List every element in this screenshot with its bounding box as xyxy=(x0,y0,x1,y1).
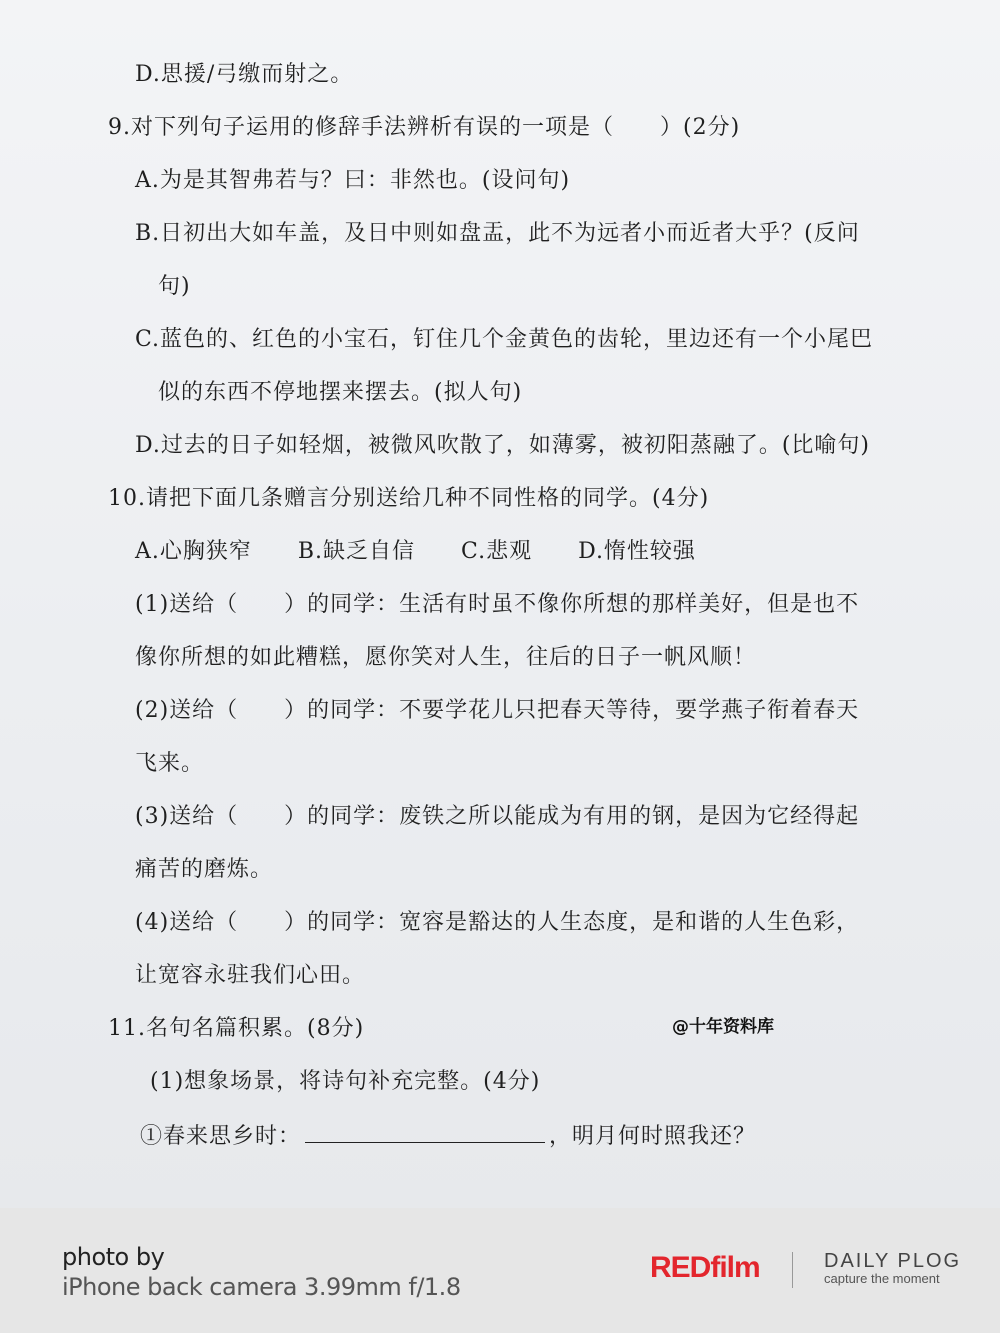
option-9c-cont: 似的东西不停地摆来摆去。(拟人句) xyxy=(158,380,523,405)
fill-in-prefix: ①春来思乡时： xyxy=(140,1124,302,1149)
question-9: 9.对下列句子运用的修辞手法辨析有误的一项是（ ）(2分) xyxy=(108,115,741,140)
question-11: 11.名句名篇积累。(8分) xyxy=(108,1016,365,1041)
brand-logo: REDfilm xyxy=(650,1251,760,1284)
item-11-1: (1)想象场景，将诗句补充完整。(4分) xyxy=(150,1069,541,1094)
item-10-1-cont: 像你所想的如此糟糕，愿你笑对人生，往后的日子一帆风顺！ xyxy=(135,645,757,670)
option-8d: D.思援/弓缴而射之。 xyxy=(135,62,354,87)
option-9d: D.过去的日子如轻烟，被微风吹散了，如薄雾，被初阳蒸融了。(比喻句) xyxy=(135,433,871,458)
option-9b: B.日初出大如车盖，及日中则如盘盂，此不为远者小而近者大乎？(反问 xyxy=(135,221,860,246)
item-10-4-cont: 让宽容永驻我们心田。 xyxy=(135,963,366,988)
option-9c: C.蓝色的、红色的小宝石，钉住几个金黄色的齿轮，里边还有一个小尾巴 xyxy=(135,327,874,352)
option-9b-cont: 句) xyxy=(158,274,191,299)
option-9a: A.为是其智弗若与？曰：非然也。(设问句) xyxy=(135,168,571,193)
footer-divider xyxy=(792,1252,793,1288)
question-10-options: A.心胸狭窄 B.缺乏自信 C.悲观 D.惰性较强 xyxy=(135,539,696,564)
item-10-2: (2)送给（ ）的同学：不要学花儿只把春天等待，要学燕子衔着春天 xyxy=(135,698,860,723)
watermark: @十年资料库 xyxy=(672,1017,774,1037)
item-10-2-cont: 飞来。 xyxy=(135,751,205,776)
answer-blank[interactable] xyxy=(305,1120,545,1143)
question-10: 10.请把下面几条赠言分别送给几种不同性格的同学。(4分) xyxy=(108,486,710,511)
item-10-4: (4)送给（ ）的同学：宽容是豁达的人生态度，是和谐的人生色彩， xyxy=(135,910,860,935)
item-10-1: (1)送给（ ）的同学：生活有时虽不像你所想的那样美好，但是也不 xyxy=(135,592,860,617)
camera-info: iPhone back camera 3.99mm f/1.8 xyxy=(62,1273,461,1301)
item-10-3-cont: 痛苦的磨炼。 xyxy=(135,857,274,882)
item-10-3: (3)送给（ ）的同学：废铁之所以能成为有用的钢，是因为它经得起 xyxy=(135,804,860,829)
tagline: capture the moment xyxy=(824,1271,940,1286)
fill-in-suffix: ，明月何时照我还？ xyxy=(549,1124,757,1149)
fill-in-line xyxy=(140,1120,756,1152)
photo-by-label: photo by xyxy=(62,1243,165,1271)
daily-plog-title: DAILY PLOG xyxy=(824,1250,962,1272)
